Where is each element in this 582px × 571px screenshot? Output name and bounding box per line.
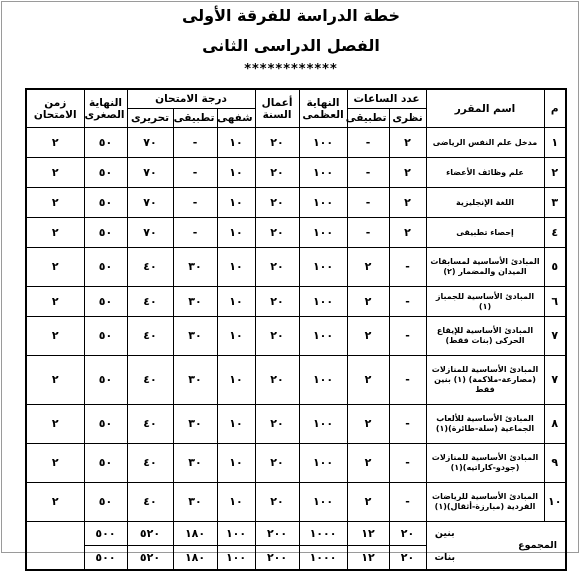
cell-min: ٥٠ (84, 483, 127, 522)
cell-applied: - (173, 158, 217, 188)
header-course: اسم المقرر (426, 89, 544, 128)
table-row (26, 405, 566, 444)
total-exam-time (26, 522, 84, 571)
cell-applied: - (173, 188, 217, 218)
total-boys-theory: ٢٠ (389, 522, 426, 546)
totals-label: المجموع (518, 539, 558, 551)
cell-min: ٥٠ (84, 218, 127, 248)
page-subtitle: الفصل الدراسى الثانى (202, 36, 380, 55)
cell-written: ٧٠ (127, 158, 173, 188)
cell-practical: - (347, 158, 389, 188)
cell-oral: ١٠ (217, 444, 255, 483)
table-row (26, 128, 566, 158)
cell-practical: - (347, 128, 389, 158)
table-row (26, 444, 566, 483)
cell-time: ٢ (26, 248, 84, 287)
total-girls-min: ٥٠٠ (84, 546, 127, 571)
cell-max: ١٠٠ (299, 405, 347, 444)
header-hours: عدد الساعات (347, 89, 426, 109)
total-girls-year: ٢٠٠ (255, 546, 299, 571)
table-row (26, 317, 566, 356)
table-row (26, 158, 566, 188)
header-year-work: أعمال السنة (255, 89, 299, 128)
cell-name: علم وظائف الأعضاء (426, 158, 544, 188)
header-applied: تطبيقى (173, 109, 217, 128)
cell-oral: ١٠ (217, 287, 255, 317)
cell-oral: ١٠ (217, 317, 255, 356)
cell-max: ١٠٠ (299, 287, 347, 317)
cell-year: ٢٠ (255, 483, 299, 522)
cell-written: ٤٠ (127, 317, 173, 356)
cell-name: المبادئ الأساسية للإيقاع الحركى (بنات فقط) (426, 317, 544, 356)
cell-n: ٥ (544, 248, 566, 287)
cell-practical: - (347, 188, 389, 218)
cell-written: ٧٠ (127, 218, 173, 248)
cell-applied: - (173, 128, 217, 158)
cell-year: ٢٠ (255, 158, 299, 188)
cell-year: ٢٠ (255, 248, 299, 287)
cell-name: إحصاء تطبيقى (426, 218, 544, 248)
cell-practical: ٢ (347, 483, 389, 522)
cell-written: ٤٠ (127, 405, 173, 444)
cell-written: ٤٠ (127, 287, 173, 317)
table-row (26, 287, 566, 317)
total-boys-max: ١٠٠٠ (299, 522, 347, 546)
cell-max: ١٠٠ (299, 158, 347, 188)
total-girls-written: ٥٢٠ (127, 546, 173, 571)
total-boys-year: ٢٠٠ (255, 522, 299, 546)
cell-max: ١٠٠ (299, 483, 347, 522)
cell-year: ٢٠ (255, 317, 299, 356)
cell-written: ٧٠ (127, 128, 173, 158)
cell-min: ٥٠ (84, 317, 127, 356)
cell-year: ٢٠ (255, 128, 299, 158)
table-row (26, 248, 566, 287)
cell-max: ١٠٠ (299, 128, 347, 158)
cell-max: ١٠٠ (299, 317, 347, 356)
cell-name: اللغة الإنجليزية (426, 188, 544, 218)
cell-oral: ١٠ (217, 128, 255, 158)
total-boys-applied: ١٨٠ (173, 522, 217, 546)
header-min-grade: النهاية الصغرى (84, 89, 127, 128)
cell-n: ١٠ (544, 483, 566, 522)
totals-girls-label: بنات (434, 551, 456, 563)
cell-oral: ١٠ (217, 356, 255, 405)
cell-n: ٢ (544, 158, 566, 188)
cell-theory: ٢ (389, 128, 426, 158)
header-theory: نظرى (389, 109, 426, 128)
cell-name: المبادئ الأساسية للمنازلات (جودو-كاراتيه)(١) (426, 444, 544, 483)
cell-practical: ٢ (347, 317, 389, 356)
table-row (26, 188, 566, 218)
total-boys-practical: ١٢ (347, 522, 389, 546)
cell-theory: - (389, 356, 426, 405)
header-practical: تطبيقى (347, 109, 389, 128)
cell-oral: ١٠ (217, 158, 255, 188)
cell-n: ٩ (544, 444, 566, 483)
study-plan-table (25, 88, 567, 571)
table-row (26, 218, 566, 248)
cell-theory: ٢ (389, 188, 426, 218)
header-max-grade: النهاية العظمى (299, 89, 347, 128)
cell-n: ٦ (544, 287, 566, 317)
cell-applied: ٣٠ (173, 483, 217, 522)
cell-oral: ١٠ (217, 188, 255, 218)
header-oral: شفهى (217, 109, 255, 128)
cell-written: ٤٠ (127, 444, 173, 483)
cell-max: ١٠٠ (299, 188, 347, 218)
cell-min: ٥٠ (84, 287, 127, 317)
cell-year: ٢٠ (255, 218, 299, 248)
cell-practical: ٢ (347, 444, 389, 483)
total-girls-practical: ١٢ (347, 546, 389, 571)
cell-oral: ١٠ (217, 248, 255, 287)
cell-time: ٢ (26, 444, 84, 483)
cell-time: ٢ (26, 158, 84, 188)
cell-year: ٢٠ (255, 287, 299, 317)
cell-oral: ١٠ (217, 218, 255, 248)
cell-theory: - (389, 317, 426, 356)
cell-time: ٢ (26, 356, 84, 405)
cell-n: ٤ (544, 218, 566, 248)
page-title: خطة الدراسة للفرقة الأولى (181, 6, 401, 25)
cell-theory: - (389, 444, 426, 483)
total-girls-max: ١٠٠٠ (299, 546, 347, 571)
cell-name: المبادئ الأساسية للألعاب الجماعية (سلة-طائرة)(١) (426, 405, 544, 444)
cell-written: ٧٠ (127, 188, 173, 218)
cell-time: ٢ (26, 317, 84, 356)
cell-min: ٥٠ (84, 405, 127, 444)
cell-name: المبادئ الأساسية لمسابقات الميدان والمضمار (٢) (426, 248, 544, 287)
cell-min: ٥٠ (84, 248, 127, 287)
cell-year: ٢٠ (255, 188, 299, 218)
cell-time: ٢ (26, 483, 84, 522)
totals-boys-label: بنين (434, 527, 455, 539)
table-row (26, 483, 566, 522)
cell-oral: ١٠ (217, 483, 255, 522)
cell-min: ٥٠ (84, 188, 127, 218)
stars-divider: ************ (244, 62, 338, 77)
cell-written: ٤٠ (127, 356, 173, 405)
total-girls-applied: ١٨٠ (173, 546, 217, 571)
cell-n: ١ (544, 128, 566, 158)
cell-name: مدخل علم النفس الرياضى (426, 128, 544, 158)
total-girls-theory: ٢٠ (389, 546, 426, 571)
cell-applied: ٣٠ (173, 444, 217, 483)
header-exam-time: زمن الامتحان (26, 89, 84, 128)
cell-written: ٤٠ (127, 248, 173, 287)
cell-applied: ٣٠ (173, 405, 217, 444)
header-written: تحريرى (127, 109, 173, 128)
cell-theory: ٢ (389, 218, 426, 248)
cell-min: ٥٠ (84, 444, 127, 483)
cell-applied: ٣٠ (173, 248, 217, 287)
cell-name: المبادئ الأساسية للمنازلات (مصارعة-ملاكمة) (١) بنين فقط (426, 356, 544, 405)
cell-year: ٢٠ (255, 405, 299, 444)
cell-n: ٧ (544, 356, 566, 405)
header-exam-grade: درجة الامتحان (127, 89, 255, 109)
cell-min: ٥٠ (84, 158, 127, 188)
cell-theory: - (389, 287, 426, 317)
cell-n: ٨ (544, 405, 566, 444)
cell-max: ١٠٠ (299, 356, 347, 405)
cell-max: ١٠٠ (299, 444, 347, 483)
total-boys-oral: ١٠٠ (217, 522, 255, 546)
cell-n: ٧ (544, 317, 566, 356)
cell-theory: ٢ (389, 158, 426, 188)
cell-time: ٢ (26, 128, 84, 158)
cell-practical: ٢ (347, 248, 389, 287)
cell-oral: ١٠ (217, 405, 255, 444)
cell-practical: ٢ (347, 405, 389, 444)
total-boys-written: ٥٢٠ (127, 522, 173, 546)
cell-year: ٢٠ (255, 356, 299, 405)
header-num: م (544, 89, 566, 128)
cell-max: ١٠٠ (299, 218, 347, 248)
cell-practical: ٢ (347, 356, 389, 405)
cell-practical: ٢ (347, 287, 389, 317)
cell-min: ٥٠ (84, 128, 127, 158)
cell-theory: - (389, 248, 426, 287)
cell-name: المبادئ الأساسية للجمباز (١) (426, 287, 544, 317)
cell-theory: - (389, 483, 426, 522)
cell-practical: - (347, 218, 389, 248)
total-girls-oral: ١٠٠ (217, 546, 255, 571)
cell-theory: - (389, 405, 426, 444)
total-boys-min: ٥٠٠ (84, 522, 127, 546)
table-row (26, 356, 566, 405)
cell-n: ٣ (544, 188, 566, 218)
cell-written: ٤٠ (127, 483, 173, 522)
cell-applied: ٣٠ (173, 317, 217, 356)
cell-applied: ٣٠ (173, 287, 217, 317)
cell-applied: - (173, 218, 217, 248)
cell-time: ٢ (26, 218, 84, 248)
cell-year: ٢٠ (255, 444, 299, 483)
cell-time: ٢ (26, 287, 84, 317)
cell-applied: ٣٠ (173, 356, 217, 405)
cell-min: ٥٠ (84, 356, 127, 405)
cell-max: ١٠٠ (299, 248, 347, 287)
cell-time: ٢ (26, 405, 84, 444)
cell-time: ٢ (26, 188, 84, 218)
totals-label-cell (426, 522, 566, 571)
cell-name: المبادئ الأساسية للرياضات الفردية (مبارزة-أثقال)(١) (426, 483, 544, 522)
